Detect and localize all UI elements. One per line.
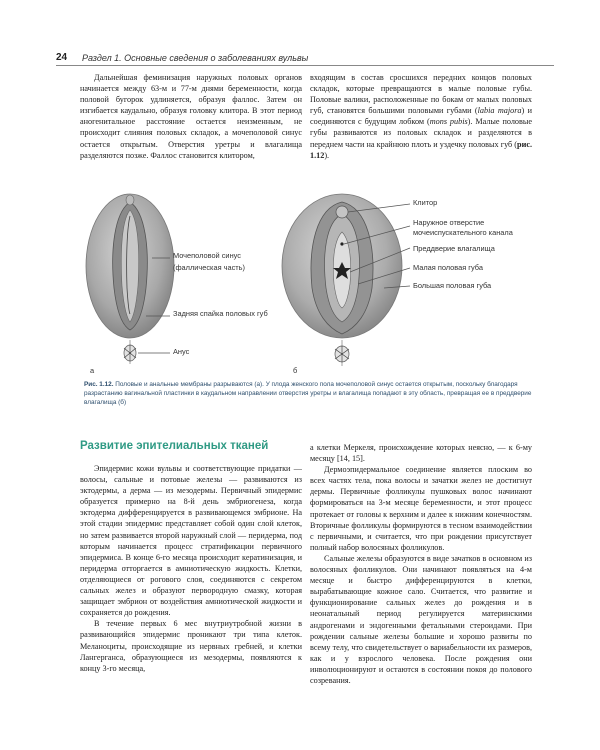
label-labia-majora: Большая половая губа — [413, 281, 492, 290]
paragraph: В течение первых 6 мес внутриутробной жизни в развивающийся эпидермис проникают три типа клеток. Меланоциты, происходящие из нервных гребней, и клетки Лангерганса, образующиеся из мезодермы, появляются к концу 3-го месяца, — [80, 619, 302, 673]
running-header — [56, 52, 556, 66]
latin-term: labia majora — [477, 106, 522, 116]
paragraph: Сальные железы образуются в виде зачатков в основном из волосяных фолликулов. Они начинают появляться на 4-м месяце и быстро дифференцируются в клетки, вырабатывающие кожное сало. Считается, что развитие и функционирование сальных желез до рождения и в неонатальный период регулируется материнскими андрогенами и эндогенными фетальными стероидами. При рождении сальные железы большие и хорошо развиты по всему телу, что свидетельствует о вариабельности их размеров, как и у взрослого человека. После рождения они инволюционируют и остаются в состоянии покоя до полового созревания. — [310, 553, 532, 685]
label-urogenital-sinus: Мочеполовой синус — [173, 251, 241, 260]
figure-caption — [84, 381, 536, 407]
label-urethral-opening: Наружное отверстие — [413, 218, 485, 227]
paragraph: а клетки Меркеля, происхождение которых неясно, — к 6-му месяцу [14, 15]. — [310, 443, 532, 464]
latin-term: mons pubis — [429, 117, 468, 127]
label-labia-minora: Малая половая губа — [413, 263, 483, 272]
label-vestibule: Преддверие влагалища — [413, 244, 495, 253]
section-heading: Развитие эпителиальных тканей — [80, 440, 269, 452]
caption-label: Рис. 1.12. — [84, 381, 114, 388]
label-clitoris: Клитор — [413, 198, 438, 207]
paragraph: входящим в состав сросшихся передних концов половых складок, которые превращаются в малые половые губы. Половые валики, расположенные по бокам от малых половых губ, становятся большими половыми губами (labia majora) и соединяются с будущим лобком (mons pubis). Малые половые губы развиваются из половых складок и разделяются в переднем части на крайнюю плоть и уздечку половых губ (рис. 1.12). — [310, 73, 532, 160]
label-urethral-canal: мочеиспускательного канала — [413, 228, 513, 237]
panel-b-drawing — [282, 194, 402, 366]
label-anus: Анус — [173, 347, 190, 356]
bottom-left-column — [80, 463, 302, 674]
panel-b-marker: б — [293, 366, 298, 375]
top-left-column — [80, 72, 302, 161]
paragraph: Дермоэпидермальное соединение является плоским во всех частях тела, пока волосы и зачатки желез не достигнут дермы. Первичные фолликулы пушковых волос начинают формироваться на 3-м месяце беременности, и этот процесс протекает от головы к верхним и далее к нижним конечностям. Вторичные фолликулы формируются в тесном взаимодействии с первичными, и считается, что при рождении присутствует полный набор волосяных фолликулов. — [310, 465, 532, 552]
panel-a-marker: а — [90, 366, 95, 375]
top-right-column — [310, 72, 532, 161]
figure-1-12 — [80, 188, 550, 378]
caption-text: Половые и анальные мембраны разрываются (а). У плода женского пола мочеполовой синус остается открытым, поскольку благодаря разрастанию вагинальной пластинки в каудальном направлении отверстия уретры и влагалища попадают в эту область, превращая ее в преддверие влагалища (б) — [84, 381, 532, 406]
header-divider — [56, 65, 554, 66]
bottom-right-column — [310, 442, 532, 686]
paragraph: Эпидермис кожи вульвы и соответствующие придатки — волосы, сальные и потовые железы — развиваются из эктодермы, а дерма — из мезодермы. Первичный эпидермис образуется примерно на 8-й день эмбриогенеза, когда эктодерма дифференцируется в развивающемся эмбрионе. На этой стадии эпидермис представляет собой один слой клеток, но затем развивается второй наружный слой — перидерма, под которым начинается процесс стратификации первичного эпидермиса. В конце 6-го месяца происходит кератинизация, и перидерма отторгается в амниотическую жидкость. Клетки, отделяющиеся от рогового слоя, соединяются с секретом сальных желез и образуют первородную смазку, которая защищает эмбрион от воздействия амниотической жидкости и сохраняется до рождения. — [80, 464, 302, 618]
figure-reference: рис. 1.12 — [310, 139, 532, 160]
paragraph: Дальнейшая феминизация наружных половых органов начинается между 63-м и 77-м днями беременности, когда половой бугорок удлиняется, образуя фаллос. Затем он изгибается каудально, образуя головку клитора. В этот период аногенитальное расстояние остается неизменным, не происходит слияния половых складок, а мочеполовой синус остается открытым. Отверстия уретры и влагалища разделяются позже. Фаллос становится клитором, — [80, 73, 302, 160]
panel-a-drawing — [86, 194, 174, 364]
label-phallic-part: (фаллическая часть) — [173, 263, 245, 272]
page-number: 24 — [56, 52, 68, 63]
running-title: Раздел 1. Основные сведения о заболеваниях вульвы — [82, 53, 309, 63]
label-posterior-commissure: Задняя спайка половых губ — [173, 309, 268, 318]
